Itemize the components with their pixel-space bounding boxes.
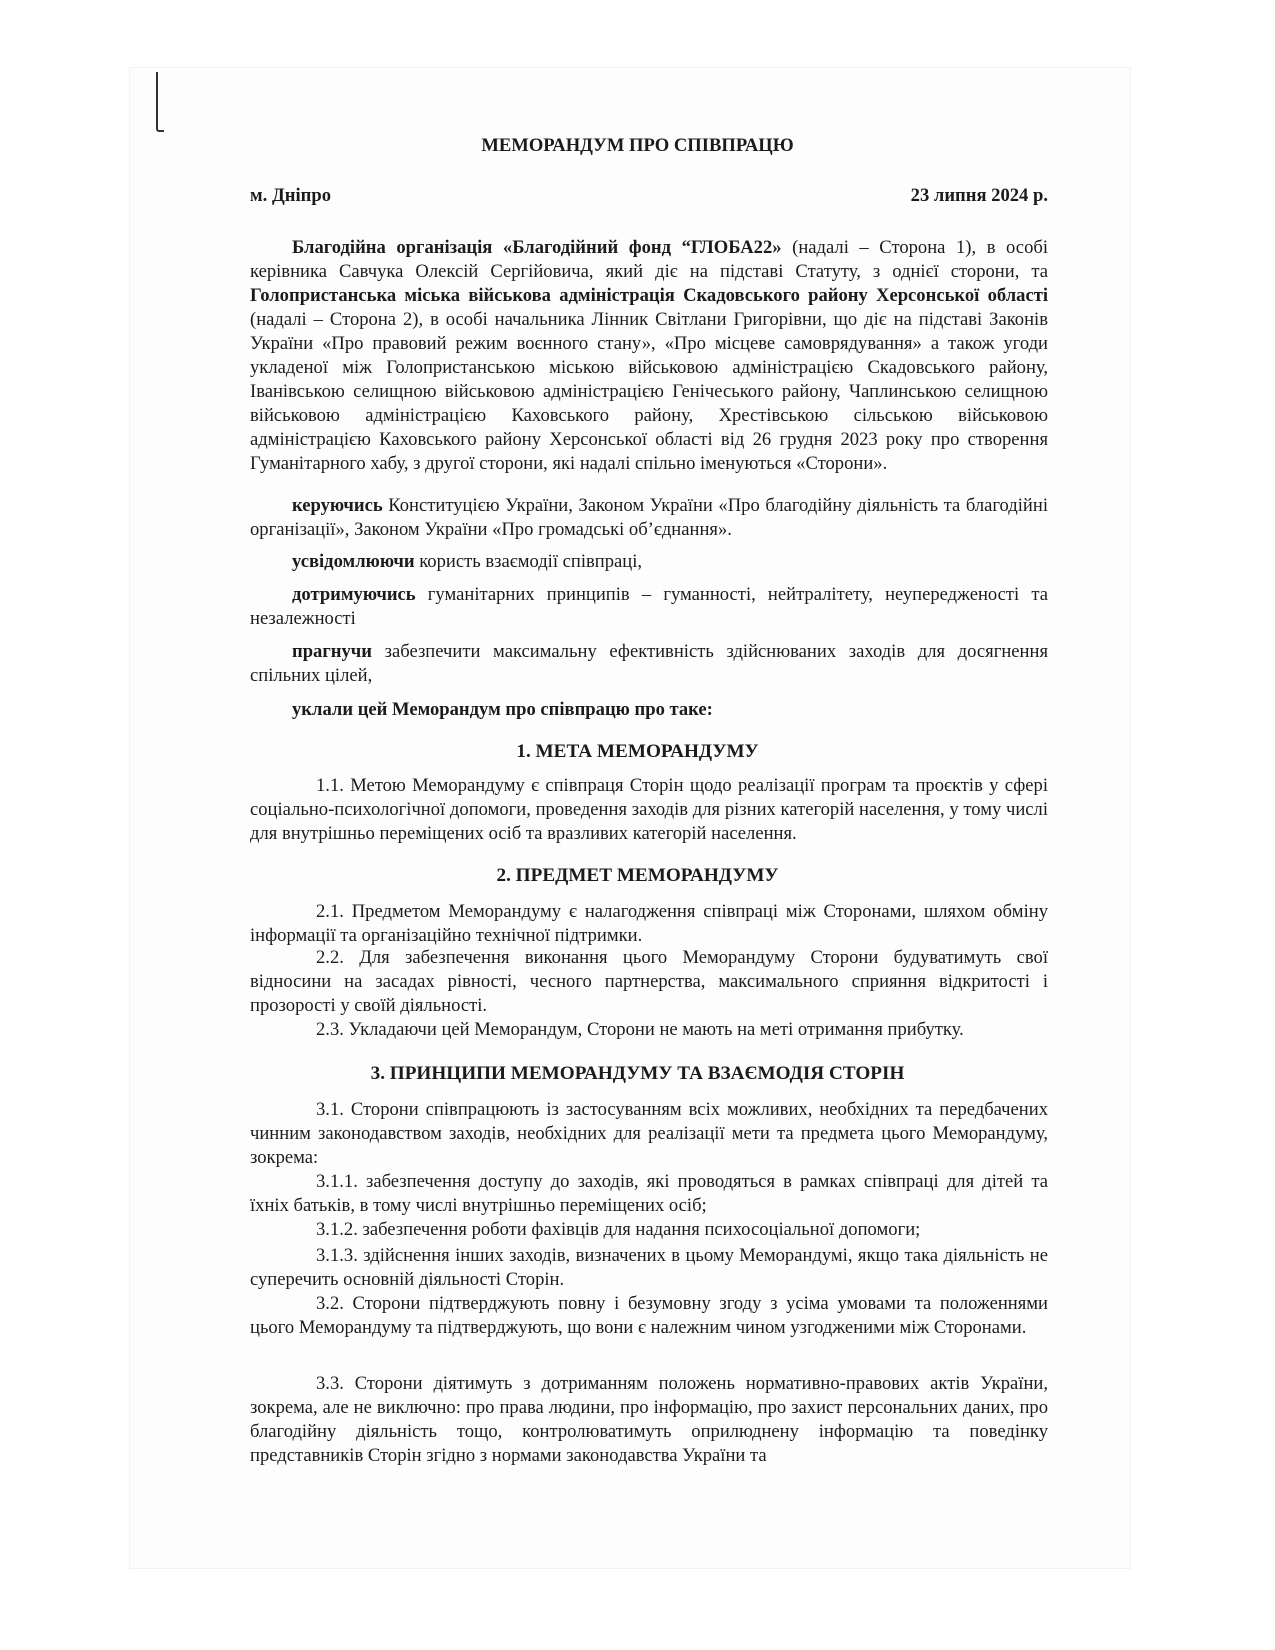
- clause-3-1-3: 3.1.3. здійснення інших заходів, визначених в цьому Меморандумі, якщо така діяльність не суперечить основній діяльності Сторін.: [250, 1245, 1048, 1290]
- party-1-text: (надалі – Сторона 1), в особі керівника Савчука Олексій Сергійовича, який діє на підставі Статуту, з однієї сторони, та: [250, 237, 1048, 282]
- adhering-text: гуманітарних принципів – гуманності, нейтралітету, неупередженості та незалежності: [250, 584, 1048, 629]
- section-2-heading: 2. ПРЕДМЕТ МЕМОРАНДУМУ: [496, 865, 779, 886]
- clause-2-2: 2.2. Для забезпечення виконання цього Меморандуму Сторони будуватимуть свої відносини на засадах рівності, чесного партнерства, максимального сприяння відкритості і прозорості у своїй діяльності.: [250, 947, 1048, 1016]
- party-2-text: (надалі – Сторона 2), в особі начальника Лінник Світлани Григорівни, що діє на підставі Законів України «Про правовий режим воєнного стану», «Про місцеве самоврядування» а також угоди укладеної між Голопристанською міською військовою адміністрацією Скадовського району, Іванівською селищною військовою адміністрацією Генічеського району, Чаплинською селищною військовою адміністрацією Каховського району, Хрестівською сільською військовою адміністрацією Каховського району Херсонської області від 26 грудня 2023 року про створення Гуманітарного хабу, з другої сторони, які надалі спільно іменуються «Сторони».: [250, 309, 1048, 474]
- preamble-guided-by: [250, 494, 1048, 542]
- clause-2-3: 2.3. Укладаючи цей Меморандум, Сторони не мають на меті отримання прибутку.: [316, 1019, 964, 1040]
- guided-text: Конституцією України, Законом України «Про благодійну діяльність та благодійні організації», Законом України «Про громадські об’єднання».: [250, 495, 1048, 540]
- party-2-name: Голопристанська міська військова адміністрація Скадовського району Херсонської області: [250, 285, 1048, 306]
- preamble-striving: [250, 640, 1048, 688]
- section-1-heading: 1. МЕТА МЕМОРАНДУМУ: [516, 741, 759, 762]
- section-3-heading: 3. ПРИНЦИПИ МЕМОРАНДУМУ ТА ВЗАЄМОДІЯ СТОРІН: [370, 1063, 905, 1084]
- clause-3-3: 3.3. Сторони діятимуть з дотриманням положень нормативно-правових актів України, зокрема, але не виключно: про права людини, про інформацію, про захист персональних даних, про благодійну діяльність тощо, контролюватимуть оприлюднену інформацію та поведінку представників Сторін згідно з нормами законодавства України та: [250, 1373, 1048, 1466]
- keyword-aware: усвідомлюючи: [292, 551, 415, 572]
- date: 23 липня 2024 р.: [910, 185, 1048, 206]
- clause-2-1: 2.1. Предметом Меморандуму є налагодження співпраці між Сторонами, шляхом обміну інформації та організаційно технічної підтримки.: [250, 901, 1048, 946]
- keyword-striving: прагнучи: [292, 641, 373, 662]
- striving-text: забезпечити максимальну ефективність здійснюваних заходів для досягнення спільних цілей,: [250, 641, 1048, 686]
- aware-text: користь взаємодії співпраці,: [414, 551, 643, 572]
- clause-3-1-1: 3.1.1. забезпечення доступу до заходів, які проводяться в рамках співпраці для дітей та їхніх батьків, в тому числі внутрішньо переміщених осіб;: [250, 1171, 1048, 1216]
- keyword-adhering: дотримуючись: [292, 584, 416, 605]
- clause-3-1: 3.1. Сторони співпрацюють із застосуванням всіх можливих, необхідних та передбачених чинним законодавством заходів, необхідних для реалізації мети та предмета цього Меморандуму, зокрема:: [250, 1099, 1048, 1168]
- party-1-name: Благодійна організація «Благодійний фонд “ГЛОБА22»: [292, 237, 782, 258]
- staple-mark-icon: [156, 72, 164, 132]
- preamble-parties: [250, 236, 1048, 476]
- city: м. Дніпро: [250, 185, 331, 206]
- clause-1-1: 1.1. Метою Меморандуму є співпраця Сторін щодо реалізації програм та проєктів у сфері соціально-психологічної допомоги, проведення заходів для різних категорій населення, у тому числі для внутрішньо переміщених осіб та вразливих категорій населення.: [250, 775, 1048, 844]
- clause-3-1-2: 3.1.2. забезпечення роботи фахівців для надання психосоціальної допомоги;: [316, 1219, 921, 1240]
- preamble-aware: [250, 550, 1048, 574]
- preamble-principles: [250, 583, 1048, 631]
- keyword-guided: керуючись: [292, 495, 383, 516]
- preamble-agreed: уклали цей Меморандум про співпрацю про таке:: [292, 699, 713, 720]
- document-title: МЕМОРАНДУМ ПРО СПІВПРАЦЮ: [481, 135, 794, 156]
- clause-3-2: 3.2. Сторони підтверджують повну і безумовну згоду з усіма умовами та положеннями цього Меморандуму та підтверджують, що вони є належним чином узгодженими між Сторонами.: [250, 1293, 1048, 1338]
